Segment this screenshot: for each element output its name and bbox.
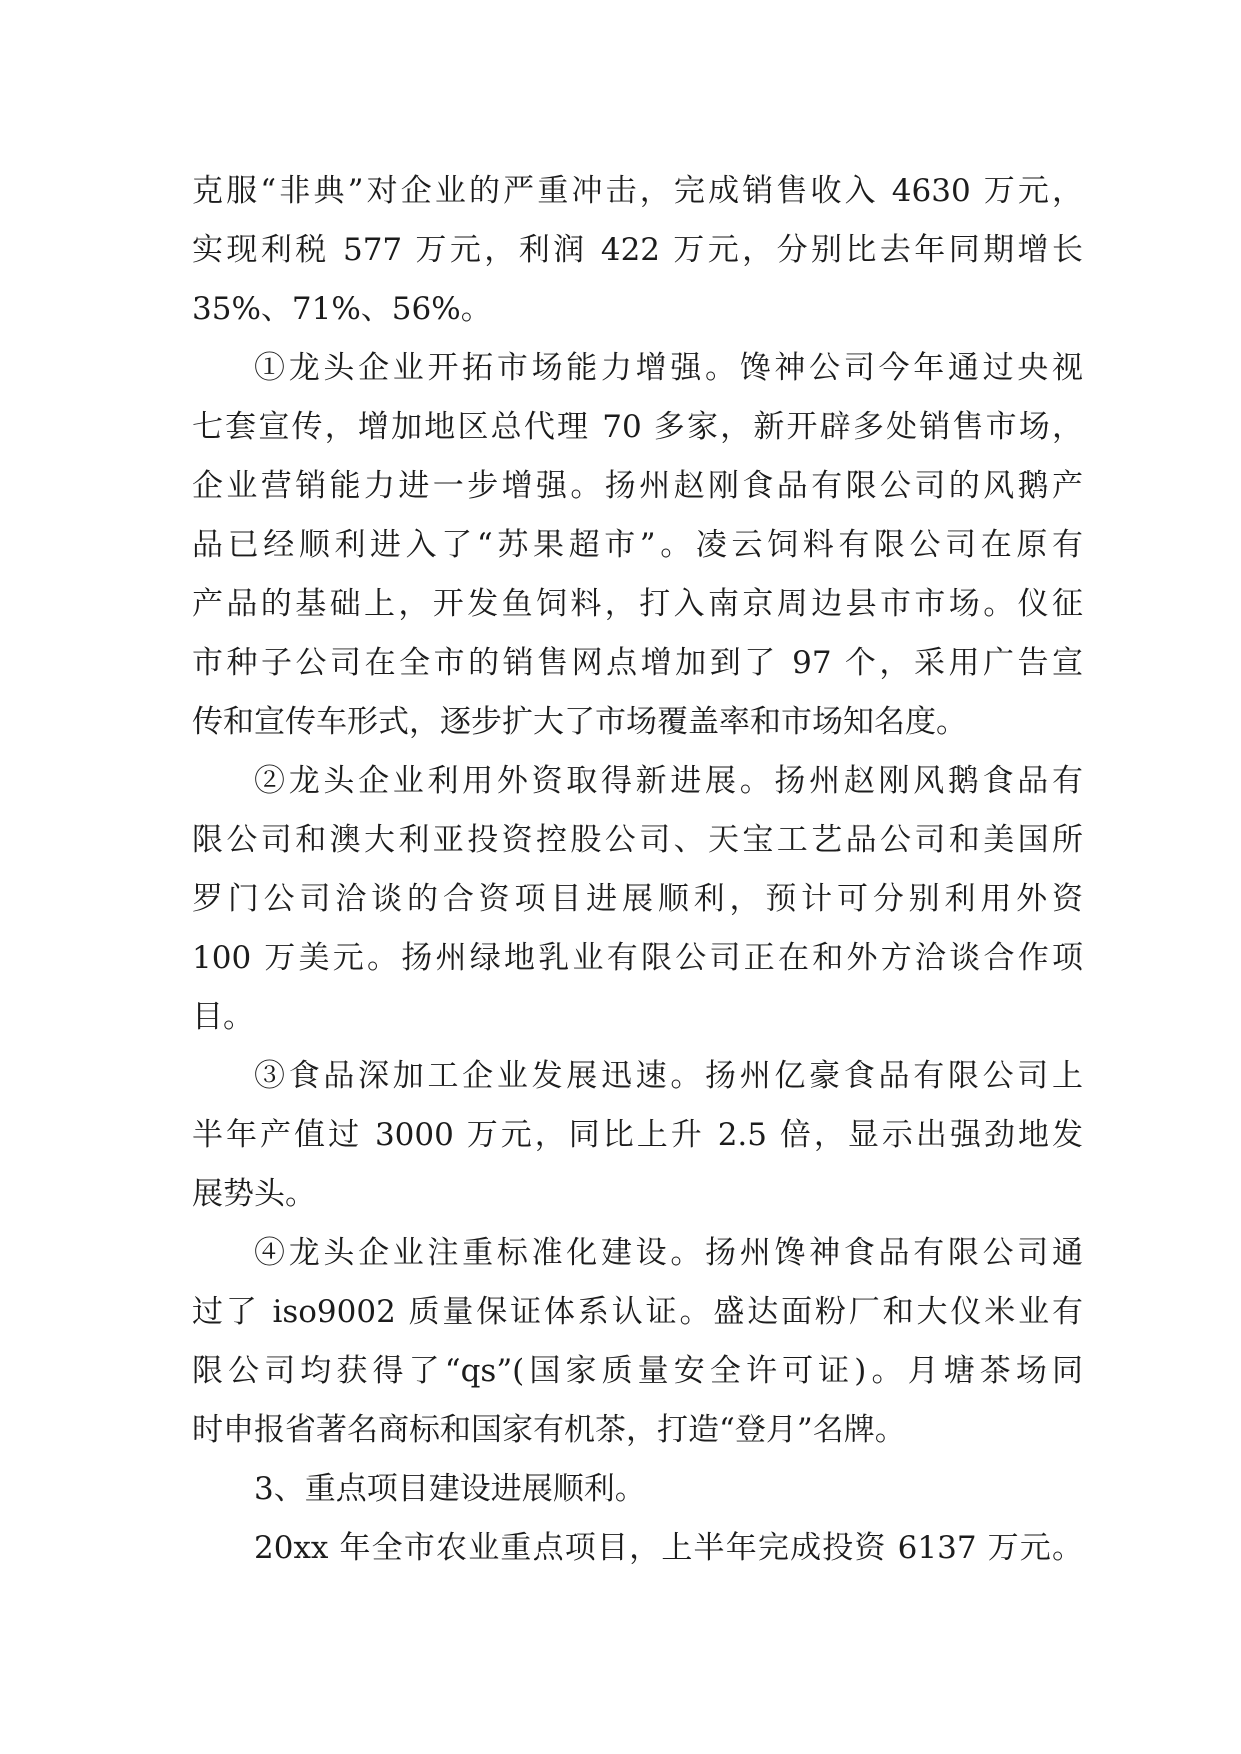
text-line: 七套宣传，增加地区总代理 70 多家，新开辟多处销售市场， [192,409,1083,445]
text-line: ③食品深加工企业发展迅速。扬州亿豪食品有限公司上 [254,1058,1083,1094]
text-line: 实现利税 577 万元，利润 422 万元，分别比去年同期增长 [192,232,1083,268]
text-line: 企业营销能力进一步增强。扬州赵刚食品有限公司的风鹅产 [192,468,1083,504]
text-line: 限公司和澳大利亚投资控股公司、天宝工艺品公司和美国所 [192,822,1083,858]
text-line: 半年产值过 3000 万元，同比上升 2.5 倍，显示出强劲地发 [192,1117,1083,1153]
paragraph [192,1519,1083,1578]
text-line: 35%、71%、56%。 [192,291,492,327]
text-line: 展势头。 [192,1176,316,1212]
section-heading [192,1460,1083,1519]
text-line: 时申报省著名商标和国家有机茶，打造“登月”名牌。 [192,1412,906,1448]
text-line: ④龙头企业注重标准化建设。扬州馋神食品有限公司通 [254,1235,1083,1271]
text-line: ①龙头企业开拓市场能力增强。馋神公司今年通过央视 [254,350,1083,386]
text-line: 市种子公司在全市的销售网点增加到了 97 个，采用广告宣 [192,645,1083,681]
paragraph [192,162,1083,339]
paragraph [192,1224,1083,1460]
text-line: 克服“非典”对企业的严重冲击，完成销售收入 4630 万元， [192,173,1083,209]
text-line: 品已经顺利进入了“苏果超市”。凌云饲料有限公司在原有 [192,527,1083,563]
paragraph [192,1047,1083,1224]
paragraph [192,339,1083,752]
text-line: 100 万美元。扬州绿地乳业有限公司正在和外方洽谈合作项 [192,940,1083,976]
document-body [192,162,1083,1578]
text-line: ②龙头企业利用外资取得新进展。扬州赵刚风鹅食品有 [254,763,1083,799]
text-line: 传和宣传车形式，逐步扩大了市场覆盖率和市场知名度。 [192,704,967,740]
text-line: 目。 [192,999,254,1035]
text-line: 20xx 年全市农业重点项目，上半年完成投资 6137 万元。 [254,1530,1083,1566]
paragraph [192,752,1083,1047]
text-line: 3、重点项目建设进展顺利。 [254,1471,646,1507]
text-line: 产品的基础上，开发鱼饲料，打入南京周边县市市场。仪征 [192,586,1083,622]
text-line: 过了 iso9002 质量保证体系认证。盛达面粉厂和大仪米业有 [192,1294,1083,1330]
text-line: 限公司均获得了“qs”(国家质量安全许可证)。月塘茶场同 [192,1353,1083,1389]
text-line: 罗门公司洽谈的合资项目进展顺利，预计可分别利用外资 [192,881,1083,917]
